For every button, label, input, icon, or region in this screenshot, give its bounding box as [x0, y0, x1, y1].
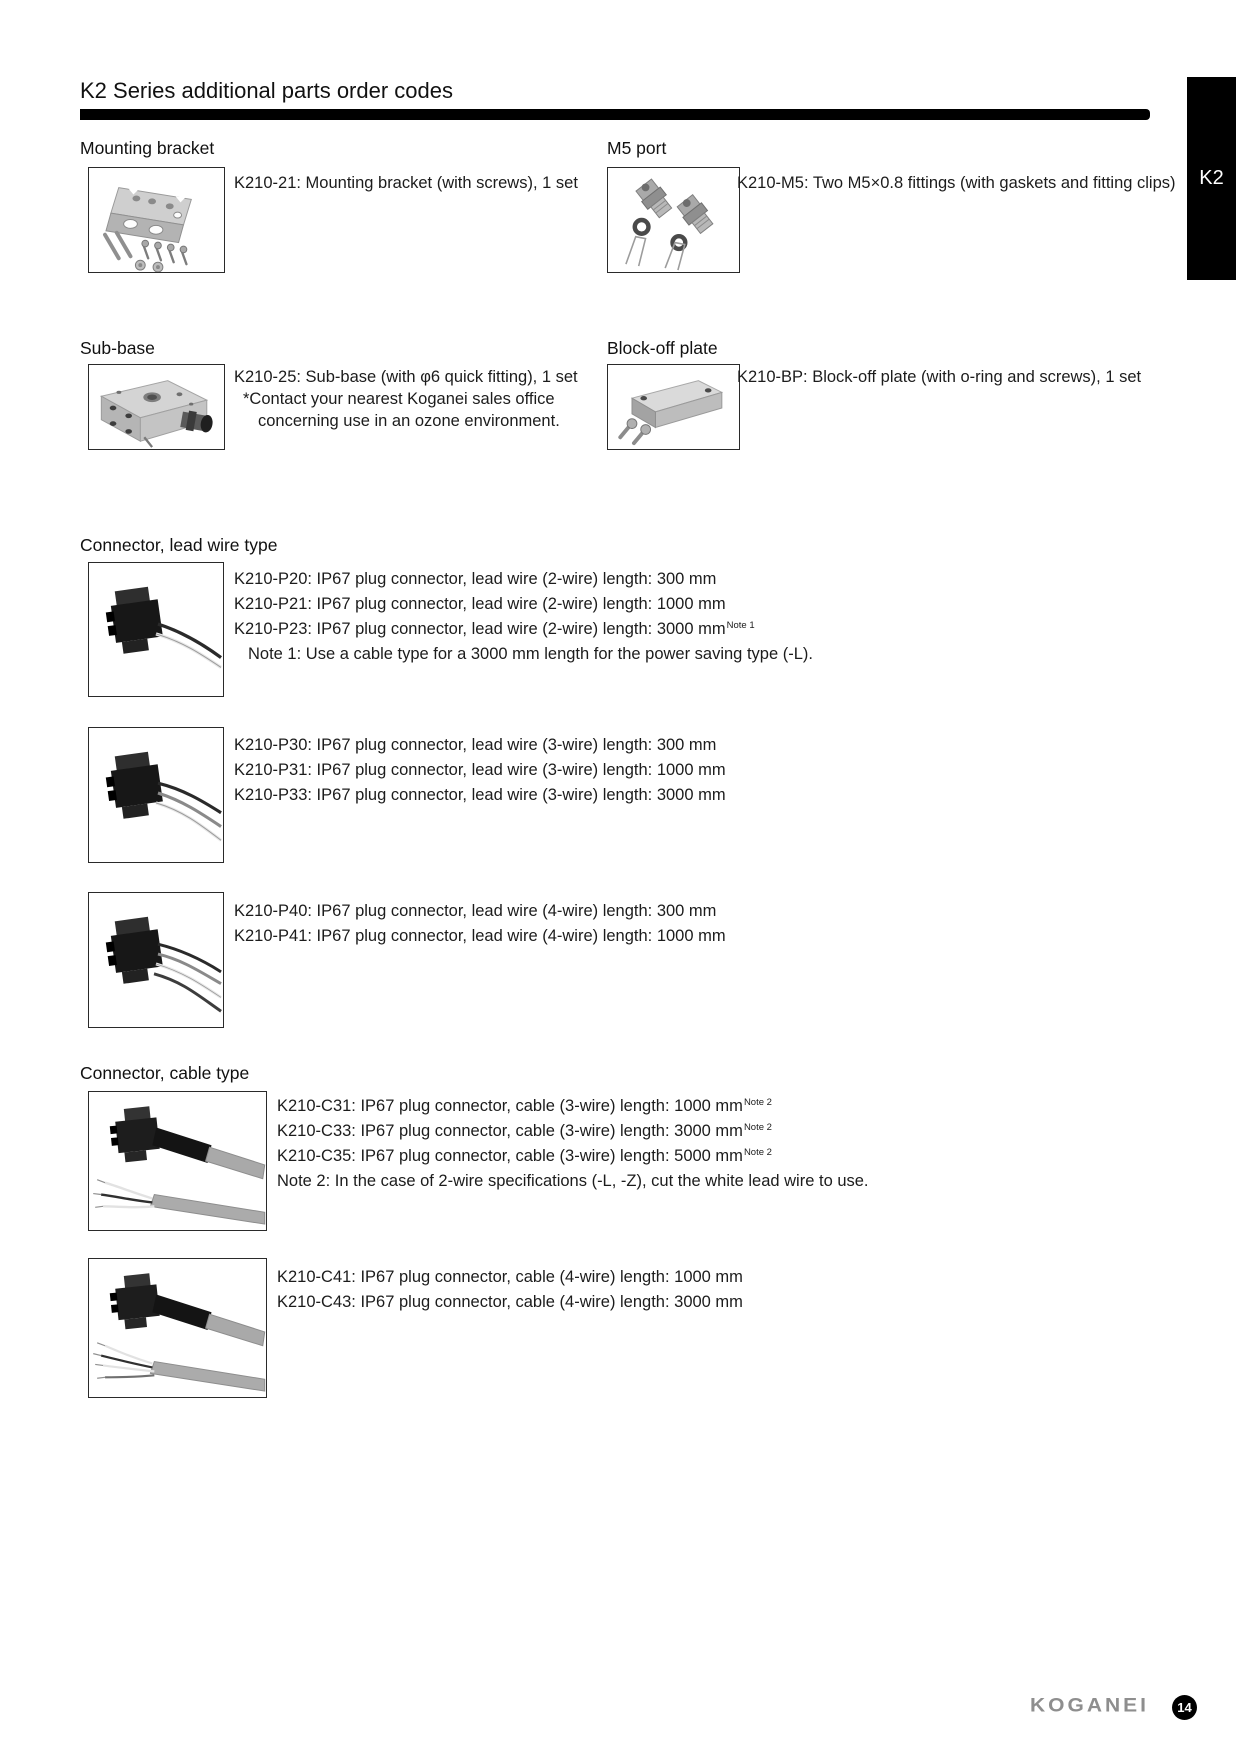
note-2-line: Note 2: In the case of 2-wire specifications (-L, -Z), cut the white lead wire to use. — [277, 1172, 869, 1190]
part-line-sup: Note 2 — [743, 1097, 772, 1108]
part-line-text: K210-P30: IP67 plug connector, lead wire (3-wire) length: 300 mm — [234, 736, 717, 754]
part-line-text: K210-P23: IP67 plug connector, lead wire (2-wire) length: 3000 mm — [234, 620, 726, 638]
part-line — [234, 172, 579, 197]
part-line-sup: Note 1 — [726, 620, 755, 631]
part-line — [234, 568, 813, 593]
note-1-line: Note 1: Use a cable type for a 3000 mm length for the power saving type (-L). — [248, 645, 813, 663]
block-off-plate-photo — [608, 365, 739, 449]
sub-base-footnote-line1: *Contact your nearest Koganei sales office — [243, 390, 555, 408]
cable-3wire-lines — [277, 1095, 869, 1192]
page-number-badge — [1172, 1695, 1197, 1720]
part-line-text: K210-C43: IP67 plug connector, cable (4-wire) length: 3000 mm — [277, 1293, 743, 1311]
side-tab-label: K2 — [1199, 167, 1224, 189]
side-tab-k2 — [1187, 77, 1236, 280]
part-line — [277, 1266, 744, 1291]
plug-connector-4wire-photo — [89, 893, 223, 1027]
part-line-text: K210-P40: IP67 plug connector, lead wire (4-wire) length: 300 mm — [234, 902, 717, 920]
part-line — [277, 1120, 869, 1145]
sub-base-photo — [89, 365, 224, 449]
part-line-text: K210-BP: Block-off plate (with o-ring and screws), 1 set — [737, 368, 1142, 386]
lead-wire-4wire-photo-box — [88, 892, 224, 1028]
part-line-text: K210-P20: IP67 plug connector, lead wire (2-wire) length: 300 mm — [234, 570, 717, 588]
m5-fittings-photo — [608, 168, 739, 272]
plug-connector-2wire-photo — [89, 563, 223, 696]
part-line-text: K210-C35: IP67 plug connector, cable (3-wire) length: 5000 mm — [277, 1147, 743, 1165]
lead-wire-2wire-lines — [234, 568, 813, 665]
section-heading-block-off-plate: Block-off plate — [607, 338, 718, 358]
part-line-sup: Note 2 — [743, 1147, 772, 1158]
part-line — [234, 759, 727, 784]
part-line-text: K210-C41: IP67 plug connector, cable (4-wire) length: 1000 mm — [277, 1268, 743, 1286]
part-line — [234, 618, 813, 643]
part-line-text: K210-21: Mounting bracket (with screws), 1 set — [234, 174, 578, 192]
part-line — [737, 172, 1177, 197]
part-line-text: K210-M5: Two M5×0.8 fittings (with gaskets and fitting clips) — [737, 174, 1176, 192]
cable-3wire-photo-box — [88, 1091, 267, 1231]
part-line-text: K210-P41: IP67 plug connector, lead wire (4-wire) length: 1000 mm — [234, 927, 726, 945]
part-line — [277, 1095, 869, 1120]
part-line-text: K210-P31: IP67 plug connector, lead wire (3-wire) length: 1000 mm — [234, 761, 726, 779]
sub-base-photo-box — [88, 364, 225, 450]
section-heading-connector-lead-wire: Connector, lead wire type — [80, 535, 278, 555]
lead-wire-3wire-photo-box — [88, 727, 224, 863]
section-heading-sub-base: Sub-base — [80, 338, 155, 358]
cable-connector-4wire-photo — [89, 1259, 266, 1397]
page-number: 14 — [1177, 1700, 1192, 1715]
block-off-plate-photo-box — [607, 364, 740, 450]
section-heading-m5-port: M5 port — [607, 138, 667, 158]
mounting-bracket-photo-box — [88, 167, 225, 273]
part-line — [234, 593, 813, 618]
plug-connector-3wire-photo — [89, 728, 223, 862]
title-rule — [80, 109, 1150, 120]
lead-wire-2wire-photo-box — [88, 562, 224, 697]
part-line — [737, 366, 1142, 391]
part-line-sup: Note 2 — [743, 1122, 772, 1133]
lead-wire-3wire-lines — [234, 734, 727, 809]
mounting-bracket-photo — [89, 168, 224, 272]
section-heading-mounting-bracket: Mounting bracket — [80, 138, 215, 158]
part-line-text: K210-C33: IP67 plug connector, cable (3-wire) length: 3000 mm — [277, 1122, 743, 1140]
cable-connector-3wire-photo — [89, 1092, 266, 1230]
part-line-text: K210-P21: IP67 plug connector, lead wire (2-wire) length: 1000 mm — [234, 595, 726, 613]
part-line-text: K210-25: Sub-base (with φ6 quick fitting), 1 set — [234, 368, 578, 386]
lead-wire-4wire-lines — [234, 900, 727, 950]
part-line — [234, 900, 727, 925]
koganei-logo: KOGANEI — [1030, 1694, 1150, 1717]
part-line — [234, 925, 727, 950]
page-title: K2 Series additional parts order codes — [80, 78, 453, 103]
cable-4wire-lines — [277, 1266, 744, 1316]
section-heading-connector-cable: Connector, cable type — [80, 1063, 250, 1083]
part-line — [277, 1145, 869, 1170]
part-line — [234, 784, 727, 809]
cable-4wire-photo-box — [88, 1258, 267, 1398]
part-line-text: K210-P33: IP67 plug connector, lead wire (3-wire) length: 3000 mm — [234, 786, 726, 804]
sub-base-footnote-line2: concerning use in an ozone environment. — [258, 412, 560, 430]
part-line-text: K210-C31: IP67 plug connector, cable (3-wire) length: 1000 mm — [277, 1097, 743, 1115]
part-line — [234, 734, 727, 759]
m5-port-photo-box — [607, 167, 740, 273]
part-line — [277, 1291, 744, 1316]
